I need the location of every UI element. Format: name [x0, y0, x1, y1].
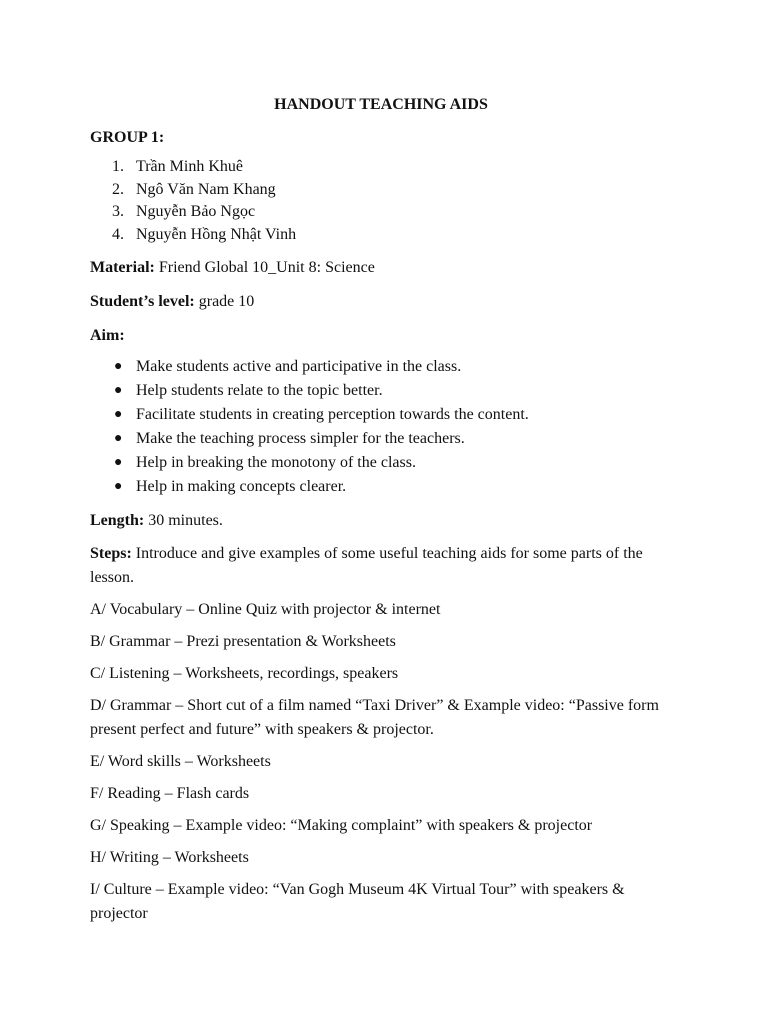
step-item: F/ Reading – Flash cards	[90, 785, 250, 802]
length-value: 30 minutes.	[144, 512, 223, 529]
aim-item	[90, 451, 690, 475]
aim-text: Help students relate to the topic better.	[136, 382, 383, 399]
member-number: 3.	[112, 203, 124, 220]
member-number: 2.	[112, 180, 124, 198]
steps-value: Introduce and give examples of some useful teaching aids for some parts of the lesson.	[90, 545, 643, 586]
member-name: Trần Minh Khuê	[136, 158, 243, 175]
member-item	[90, 201, 690, 224]
document-page	[90, 92, 690, 926]
step-item: G/ Speaking – Example video: “Making complaint” with speakers & projector	[90, 817, 593, 834]
member-item	[90, 179, 690, 202]
steps-label: Steps:	[90, 545, 132, 562]
length-label: Length:	[90, 512, 145, 529]
aim-text: Facilitate students in creating perception towards the content.	[136, 406, 529, 423]
steps-intro	[90, 542, 680, 590]
aim-item	[90, 427, 690, 451]
step-item: E/ Word skills – Worksheets	[90, 753, 271, 770]
aim-text: Help in making concepts clearer.	[136, 478, 347, 495]
member-number: 4.	[112, 225, 124, 243]
member-item	[90, 224, 690, 247]
aim-item	[90, 475, 690, 499]
member-item	[90, 156, 690, 179]
member-name: Nguyễn Hồng Nhật Vinh	[136, 225, 297, 243]
aim-item	[90, 355, 690, 379]
level-field	[90, 290, 690, 314]
member-name: Ngô Văn Nam Khang	[136, 180, 276, 198]
aim-item	[90, 379, 690, 403]
member-number: 1.	[112, 158, 124, 175]
group-heading: GROUP 1:	[90, 129, 165, 146]
aim-label: Aim:	[90, 327, 125, 344]
level-value: grade 10	[194, 293, 255, 310]
level-label: Student’s level:	[90, 293, 195, 310]
step-item: H/ Writing – Worksheets	[90, 849, 249, 866]
bullet-icon: ●	[114, 359, 123, 374]
step-item: I/ Culture – Example video: “Van Gogh Museum 4K Virtual Tour” with speakers & projector	[90, 881, 625, 922]
aim-list	[90, 355, 690, 499]
step-item: D/ Grammar – Short cut of a film named “Taxi Driver” & Example video: “Passive form present perfect and future” with speakers & projector.	[90, 697, 659, 738]
material-label: Material:	[90, 259, 155, 276]
bullet-icon: ●	[114, 407, 123, 422]
aim-heading	[90, 324, 690, 348]
bullet-icon: ●	[114, 383, 123, 398]
bullet-icon: ●	[114, 431, 123, 446]
step-item: A/ Vocabulary – Online Quiz with projector & internet	[90, 601, 441, 618]
length-field	[90, 509, 690, 533]
aim-text: Make students active and participative in the class.	[136, 358, 462, 375]
member-name: Nguyễn Bảo Ngọc	[136, 203, 256, 220]
step-item: B/ Grammar – Prezi presentation & Worksheets	[90, 633, 396, 650]
material-value: Friend Global 10_Unit 8: Science	[154, 259, 375, 276]
material-field	[90, 256, 690, 280]
step-item: C/ Listening – Worksheets, recordings, speakers	[90, 665, 399, 682]
bullet-icon: ●	[114, 455, 123, 470]
bullet-icon: ●	[114, 479, 123, 494]
aim-text: Make the teaching process simpler for the teachers.	[136, 430, 465, 447]
member-list	[90, 156, 690, 246]
aim-item	[90, 403, 690, 427]
page-title: HANDOUT TEACHING AIDS	[274, 96, 488, 113]
aim-text: Help in breaking the monotony of the class.	[136, 454, 416, 471]
